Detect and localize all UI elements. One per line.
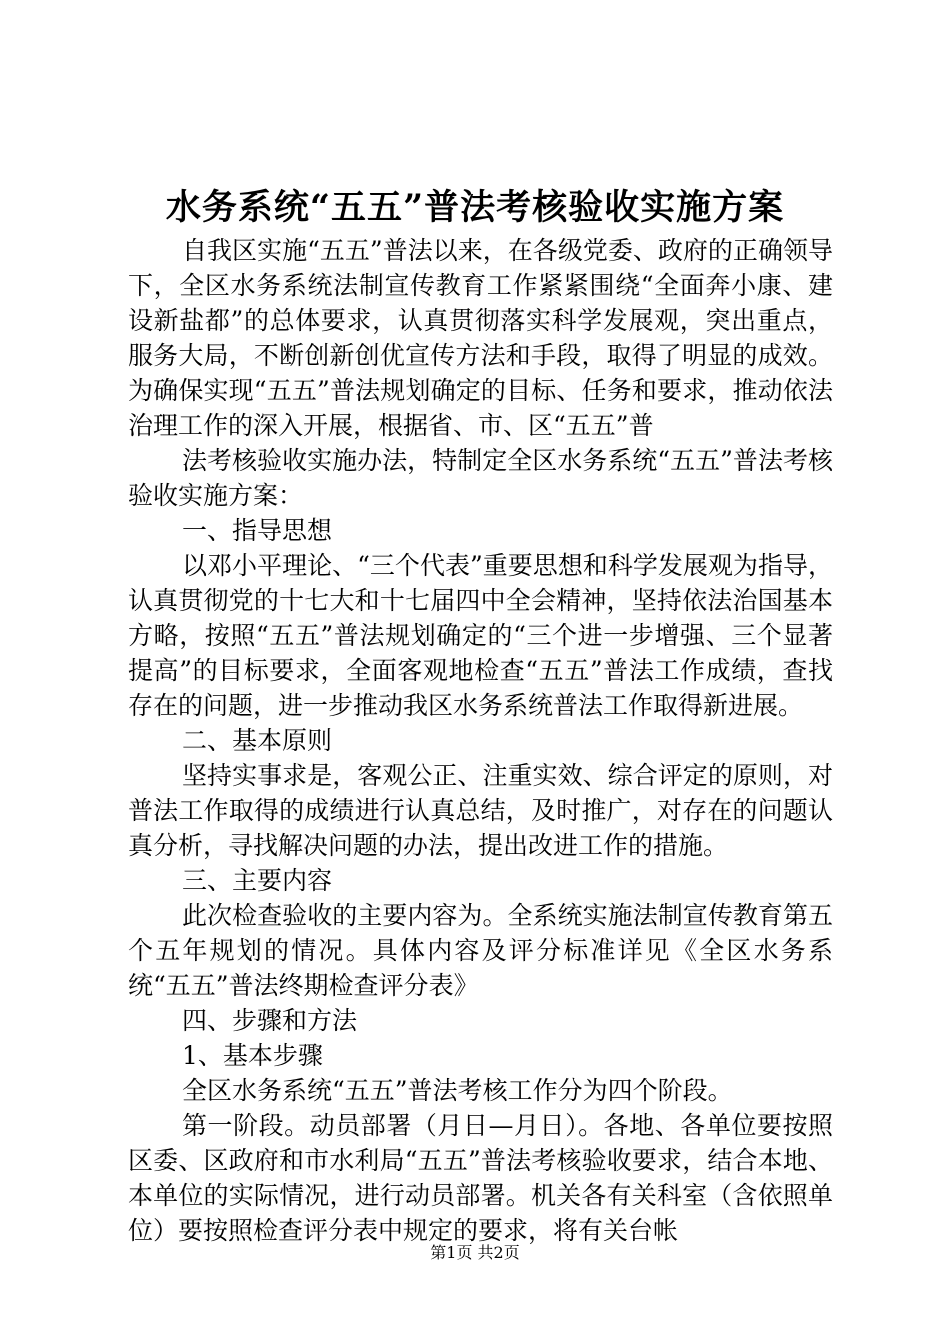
document-body	[128, 233, 833, 1248]
paragraph-four-stages: 全区水务系统“五五”普法考核工作分为四个阶段。	[182, 1076, 733, 1105]
paragraph-basic-principles: 坚持实事求是，客观公正、注重实效、综合评定的原则，对普法工作取得的成绩进行认真总结，及时推广，对存在的问题认真分析，寻找解决问题的办法，提出改进工作的措施。	[128, 761, 833, 860]
paragraph-intro: 自我区实施“五五”普法以来，在各级党委、政府的正确领导下，全区水务系统法制宣传教育工作紧紧围绕“全面奔小康、建设新盐都”的总体要求，认真贯彻落实科学发展观，突出重点，服务大局，不断创新创优宣传方法和手段，取得了明显的成效。为确保实现“五五”普法规划确定的目标、任务和要求，推动依法治理工作的深入开展，根据省、市、区“五五”普	[128, 236, 833, 440]
paragraph-main-content: 此次检查验收的主要内容为。全系统实施法制宣传教育第五个五年规划的情况。具体内容及评分标准详见《全区水务系统“五五”普法终期检查评分表》	[128, 901, 833, 1000]
subsection-heading-basic-steps: 1、基本步骤	[182, 1041, 323, 1070]
paragraph-guiding-thought: 以邓小平理论、“三个代表”重要思想和科学发展观为指导，认真贯彻党的十七大和十七届四中全会精神，坚持依法治国基本方略，按照“五五”普法规划确定的“三个进一步增强、三个显著提高”的目标要求，全面客观地检查“五五”普法工作成绩，查找存在的问题，进一步推动我区水务系统普法工作取得新进展。	[128, 551, 833, 720]
section-heading-main-content: 三、主要内容	[182, 866, 333, 895]
section-heading-steps-methods: 四、步骤和方法	[182, 1006, 358, 1035]
document-title: 水务系统“五五”普法考核验收实施方案	[165, 187, 785, 228]
paragraph-stage-one: 第一阶段。动员部署（月日—月日）。各地、各单位要按照区委、区政府和市水利局“五五”普法考核验收要求，结合本地、本单位的实际情况，进行动员部署。机关各有关科室（含依照单位）要按照检查评分表中规定的要求，将有关台帐	[128, 1111, 833, 1245]
section-heading-basic-principles: 二、基本原则	[182, 726, 333, 755]
paragraph-intro-continued: 法考核验收实施办法，特制定全区水务系统“五五”普法考核验收实施方案：	[128, 446, 833, 510]
section-heading-guiding-thought: 一、指导思想	[182, 516, 333, 545]
page-number: 第1页 共2页	[430, 1243, 520, 1262]
